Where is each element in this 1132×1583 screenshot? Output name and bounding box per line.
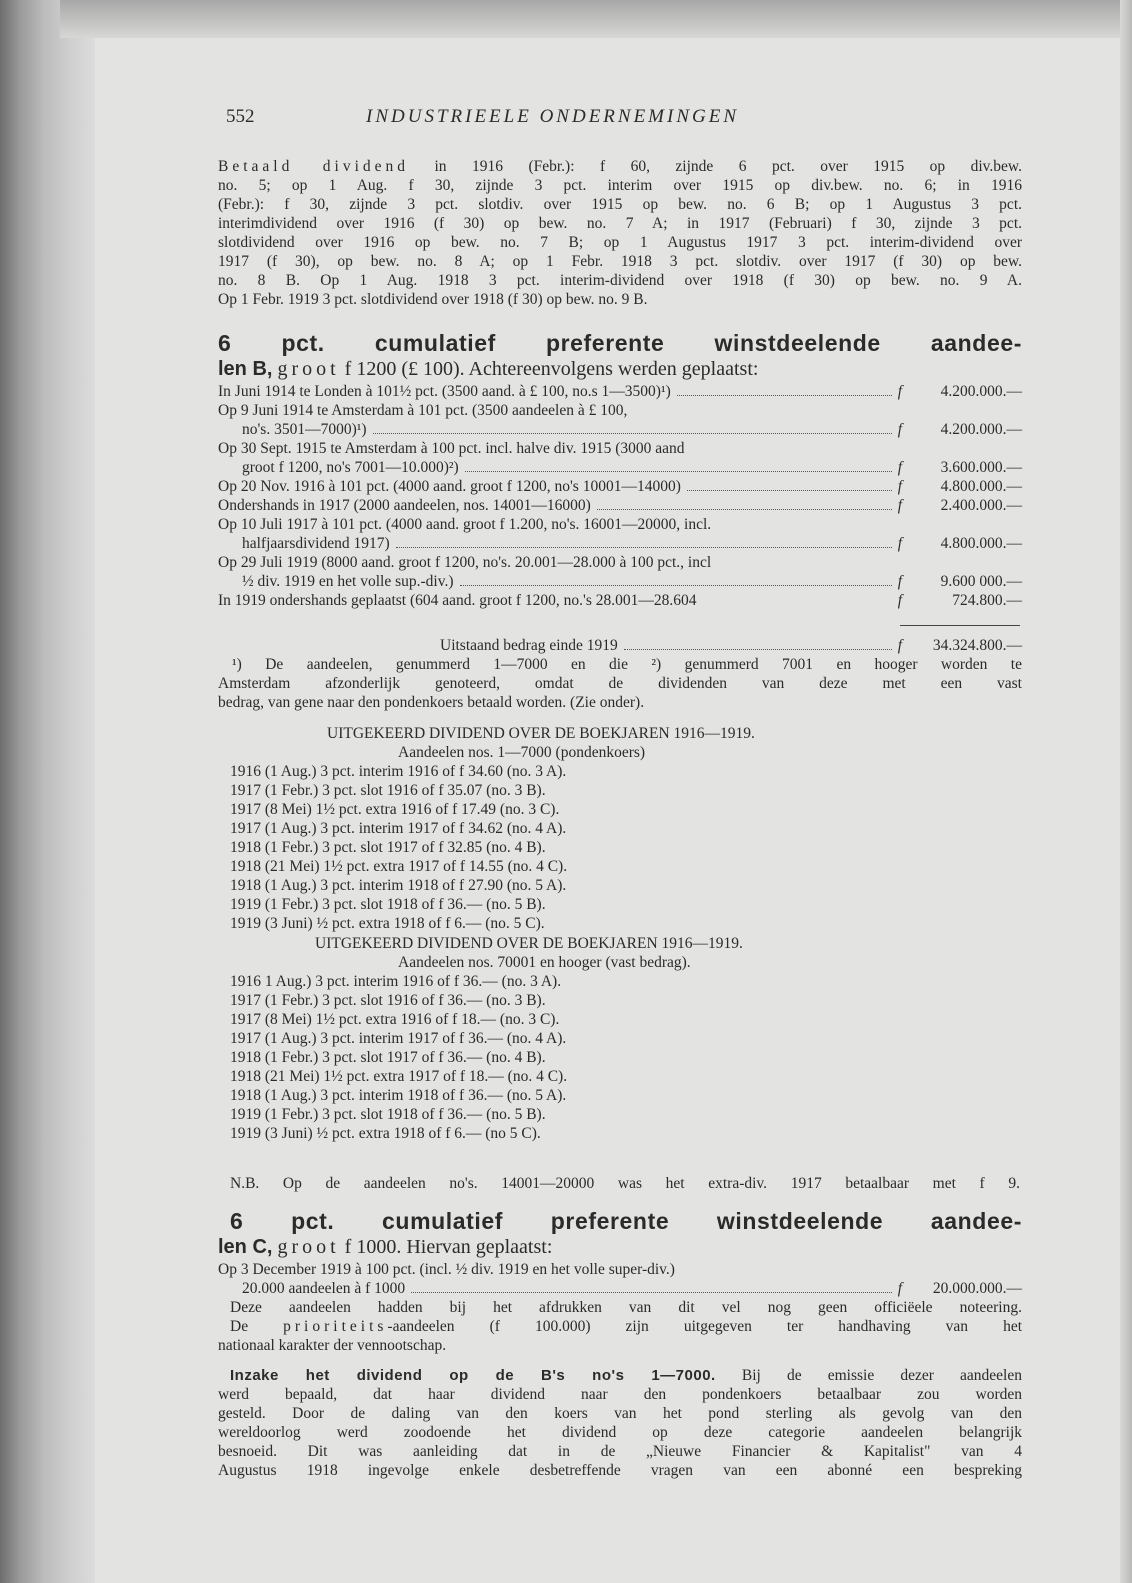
dividend-row: 1918 (1 Febr.) 3 pct. slot 1917 of f 32.85 (no. 4 B). (230, 839, 546, 856)
dividend-row: 1917 (1 Febr.) 3 pct. slot 1916 of f 36.— (no. 3 B). (230, 992, 546, 1009)
dividend-row: 1916 (1 Aug.) 3 pct. interim 1916 of f 34.60 (no. 3 A). (230, 763, 567, 780)
paragraph-lead: Betaald dividend (218, 158, 410, 175)
nota-bene: N.B. Op de aandeelen no's. 14001—20000 was het extra-div. 1917 betaalbaar met f 9. (230, 1175, 1020, 1192)
issue-entry: Op 29 Juli 1919 (8000 aand. groot f 1200, no's. 20.001—28.000 à 100 pct., incl (218, 554, 712, 571)
dividend-table-fixed (230, 934, 1020, 1143)
section-b-heading: 6 pct. cumulatief preferente winstdeelende aandee- (218, 330, 1022, 356)
dividend-row: 1919 (1 Febr.) 3 pct. slot 1918 of f 36.— (no. 5 B). (230, 896, 546, 913)
page-number: 552 (226, 106, 255, 127)
dividend-row: 1919 (3 Juni) ½ pct. extra 1918 of f 6.— (no. 5 C). (230, 915, 545, 932)
section-b: 6 pct. cumulatief preferente winstdeelende aandee- len B, groot f 1200 (£ 100). Achtereenvolgens werden geplaatst: In Juni 1914 te Londen à 101½ pct. (3500 aand. à £ 100, no.s 1—3500)¹) f 4.200.000.— Op 9 Juni 1914 te Amsterdam à 101 pct. (3500 aandeelen à £ 100, no's. 3501—7000)¹) f 4.200.000.— Op 30 Sept. 1915 te Amsterdam à 100 pct. incl. halve div. 1915 (3000 aand groot f 1200, no's 7001—10.000)²) f 3.600.000.— Op 20 Nov. 1916 à 101 pct. (4000 aand. groot f 1200, no's 10001—14000) f 4.800.000.— Ondershands in 1917 (2000 aandeelen, nos. 14001—16000) f 2.400.000.— Op 10 Juli 1917 à 101 pct. (4000 aand. groot f 1.200, no's. 16001—20000, incl. halfjaarsdividend 1917) f 4.800.000.— Op 29 Juli 1919 (8000 aand. groot f 1200, no's. 20.001—28.000 à 100 pct., incl ½ div. 1919 en het volle sup.-div.) f 9.600 000.— In 1919 ondershands geplaatst (604 aand. groot f 1200, no.'s 28.001—28.604 f 724.800.— (218, 330, 1022, 609)
dividend-row: 1918 (1 Aug.) 3 pct. interim 1918 of f 36.— (no. 5 A). (230, 1087, 567, 1104)
section-b-total: Uitstaand bedrag einde 1919 f 34.324.800.— ¹) De aandeelen, genummerd 1—7000 en die ²) genummerd 7001 en hooger worden te Amsterdam afzonderlijk genoteerd, omdat de dividenden van deze met een vast bedrag, van gene naar den pondenkoers betaald worden. (Zie onder). (218, 637, 1022, 711)
book-spine-shadow (0, 0, 95, 1583)
issue-entry: In 1919 ondershands geplaatst (604 aand. groot f 1200, no.'s 28.001—28.604 f 724.800.— (218, 592, 1022, 609)
dividend-row: 1917 (1 Febr.) 3 pct. slot 1916 of f 35.07 (no. 3 B). (230, 782, 546, 799)
issue-entry: Ondershands in 1917 (2000 aandeelen, nos. 14001—16000) f 2.400.000.— (218, 497, 1022, 514)
paid-dividend-paragraph: Betaald dividend in 1916 (Febr.): f 60, zijnde 6 pct. over 1915 op div.bew. no. 5; op 1 Aug. f 30, zijnde 3 pct. interim over 1915 op div.bew. no. 6; in 1916 (Febr.): f 30, zijnde 3 pct. slotdiv. over 1915 op bew. no. 6 B; op 1 Augustus 3 pct. interimdividend over 1916 (f 30) op bew. no. 7 A; in 1917 (Februari) f 30, zijnde 3 pct. slotdividend over 1916 op bew. no. 7 B; op 1 Augustus 1917 3 pct. interim-dividend over 1917 (f 30), op bew. no. 8 A; op 1 Febr. 1918 3 pct. slotdiv. over 1917 (f 30) op bew. no. 8 B. Op 1 Aug. 1918 3 pct. interim-dividend over 1918 (f 30) op bew. no. 9 A. Op 1 Febr. 1919 3 pct. slotdividend over 1918 (f 30) op bew. no. 9 B. (218, 158, 1022, 308)
dividend-row: 1919 (1 Febr.) 3 pct. slot 1918 of f 36.— (no. 5 B). (230, 1106, 546, 1123)
sum-rule (900, 625, 1020, 626)
dividend-row: 1918 (1 Aug.) 3 pct. interim 1918 of f 27.90 (no. 5 A). (230, 877, 567, 894)
page-top-shadow (60, 0, 1132, 38)
dividend-row: 1918 (21 Mei) 1½ pct. extra 1917 of f 14.55 (no. 4 C). (230, 858, 568, 875)
total-outstanding: Uitstaand bedrag einde 1919 f 34.324.800.— (440, 637, 1022, 654)
issue-entry: Op 3 December 1919 à 100 pct. (incl. ½ div. 1919 en het volle super-div.) (218, 1261, 675, 1278)
table-title: UITGEKEERD DIVIDEND OVER DE BOEKJAREN 1916—1919. (315, 935, 743, 952)
dividend-row: 1918 (1 Febr.) 3 pct. slot 1917 of f 36.— (no. 4 B). (230, 1049, 546, 1066)
dividend-row: 1919 (3 Juni) ½ pct. extra 1918 of f 6.— (no 5 C). (230, 1125, 541, 1142)
running-title: INDUSTRIEELE ONDERNEMINGEN (366, 106, 740, 127)
table-title: UITGEKEERD DIVIDEND OVER DE BOEKJAREN 1916—1919. (327, 725, 755, 742)
issue-entry: Op 10 Juli 1917 à 101 pct. (4000 aand. groot f 1.200, no's. 16001—20000, incl. (218, 516, 712, 533)
footnote: ¹) De aandeelen, genummerd 1—7000 en die ²) genummerd 7001 en hooger worden te (232, 656, 1022, 673)
dividend-row: 1917 (8 Mei) 1½ pct. extra 1916 of f 17.49 (no. 3 C). (230, 801, 560, 818)
dividend-row: 1917 (1 Aug.) 3 pct. interim 1917 of f 34.62 (no. 4 A). (230, 820, 567, 837)
dividend-row: 1917 (8 Mei) 1½ pct. extra 1916 of f 18.— (no. 3 C). (230, 1011, 560, 1028)
issue-entry: Op 30 Sept. 1915 te Amsterdam à 100 pct. incl. halve div. 1915 (3000 aand (218, 440, 685, 457)
issue-entry: Op 20 Nov. 1916 à 101 pct. (4000 aand. groot f 1200, no's 10001—14000) f 4.800.000.— (218, 478, 1022, 495)
dividend-row: 1916 1 Aug.) 3 pct. interim 1916 of f 36.— (no. 3 A). (230, 973, 562, 990)
inzake-paragraph: Inzake het dividend op de B's no's 1—7000. Bij de emissie dezer aandeelen werd bepaald, dat haar dividend naar den pondenkoers betaalbaar zou worden gesteld. Door de daling van den koers van het pond sterling als gevolg van den wereldoorlog werd zoodoende het dividend op deze categorie aandeelen belangrijk besnoeid. Dit was aanleiding dat in de „Nieuwe Financier & Kapitalist" van 4 Augustus 1918 ingevolge enkele desbetreffende vragen van een abonné een bespreking (218, 1367, 1022, 1479)
table-subtitle: Aandeelen nos. 70001 en hooger (vast bedrag). (398, 954, 691, 971)
section-c: 6 pct. cumulatief preferente winstdeelende aandee- len C, groot f 1000. Hiervan geplaatst: Op 3 December 1919 à 100 pct. (incl. ½ div. 1919 en het volle super-div.) 20.000 aandeelen à f 1000 f 20.000.000.— Deze aandeelen hadden bij het afdrukken van dit vel nog geen officiëele noteering. De prioriteits-aandeelen (f 100.000) zijn uitgegeven ter handhaving van het nationaal karakter der vennootschap. (218, 1208, 1023, 1354)
issue-entry: In Juni 1914 te Londen à 101½ pct. (3500 aand. à £ 100, no.s 1—3500)¹) f 4.200.000.— (218, 383, 1022, 400)
dividend-row: 1918 (21 Mei) 1½ pct. extra 1917 of f 18.— (no. 4 C). (230, 1068, 568, 1085)
dividend-table-pound (230, 724, 1020, 933)
issue-entry: Op 9 Juni 1914 te Amsterdam à 101 pct. (3500 aandeelen à £ 100, (218, 402, 628, 419)
page-right-edge (1120, 0, 1132, 1583)
paragraph-heading: Inzake het dividend op de B's no's 1—7000. (230, 1367, 716, 1384)
section-c-heading: 6 pct. cumulatief preferente winstdeelende aandee- (230, 1208, 1022, 1234)
table-subtitle: Aandeelen nos. 1—7000 (pondenkoers) (398, 744, 646, 761)
dividend-row: 1917 (1 Aug.) 3 pct. interim 1917 of f 36.— (no. 4 A). (230, 1030, 567, 1047)
